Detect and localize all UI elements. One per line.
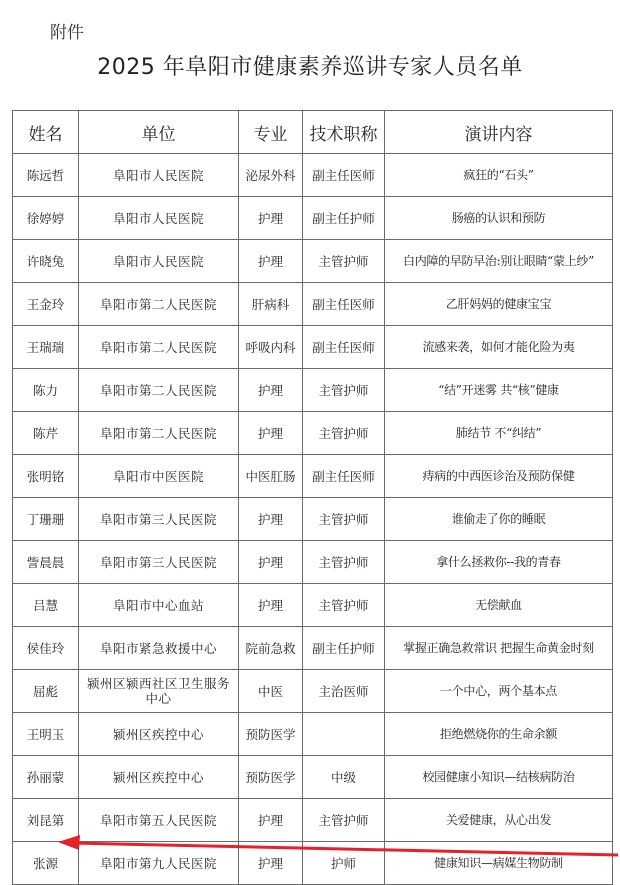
title-cell: 中级 <box>303 756 385 799</box>
specialty-cell: 肝病科 <box>239 283 303 326</box>
topic-cell: 拒绝燃烧你的生命余额 <box>385 713 613 756</box>
topic-cell: 流感来袭，如何才能化险为夷 <box>385 326 613 369</box>
table-header-row <box>13 111 613 154</box>
column-header: 技术职称 <box>303 111 385 154</box>
topic-cell: 乙肝妈妈的健康宝宝 <box>385 283 613 326</box>
unit-cell: 阜阳市中医医院 <box>79 455 239 498</box>
unit-cell: 阜阳市人民医院 <box>79 154 239 197</box>
topic-cell: 无偿献血 <box>385 584 613 627</box>
name-cell: 陈远哲 <box>13 154 79 197</box>
unit-cell: 阜阳市第三人民医院 <box>79 498 239 541</box>
title-cell: 副主任医师 <box>303 455 385 498</box>
name-cell: 张源 <box>13 842 79 885</box>
unit-cell: 阜阳市人民医院 <box>79 240 239 283</box>
column-header: 单位 <box>79 111 239 154</box>
unit-cell: 阜阳市第二人民医院 <box>79 283 239 326</box>
specialty-cell: 护理 <box>239 240 303 283</box>
topic-cell: 关爱健康，从心出发 <box>385 799 613 842</box>
specialty-cell: 护理 <box>239 369 303 412</box>
topic-cell: 肠癌的认识和预防 <box>385 197 613 240</box>
name-cell: 陈力 <box>13 369 79 412</box>
name-cell: 王瑞瑞 <box>13 326 79 369</box>
name-cell: 侯佳玲 <box>13 627 79 670</box>
name-cell: 丁珊珊 <box>13 498 79 541</box>
specialty-cell: 中医肛肠 <box>239 455 303 498</box>
table-row <box>13 756 613 799</box>
unit-cell: 阜阳市中心血站 <box>79 584 239 627</box>
title-cell: 副主任护师 <box>303 627 385 670</box>
table-row <box>13 369 613 412</box>
document-title: 2025 年阜阳市健康素养巡讲专家人员名单 <box>97 55 523 80</box>
table-row <box>13 799 613 842</box>
name-cell: 徐婷婷 <box>13 197 79 240</box>
topic-cell: 疯狂的“石头” <box>385 154 613 197</box>
topic-cell: 校园健康小知识—结核病防治 <box>385 756 613 799</box>
table-row <box>13 584 613 627</box>
expert-list-table <box>12 110 613 885</box>
name-cell: 张明铭 <box>13 455 79 498</box>
table-row <box>13 197 613 240</box>
title-cell: 副主任医师 <box>303 283 385 326</box>
name-cell: 孙丽蒙 <box>13 756 79 799</box>
unit-cell: 阜阳市第九人民医院 <box>79 842 239 885</box>
unit-cell: 阜阳市第二人民医院 <box>79 412 239 455</box>
specialty-cell: 护理 <box>239 541 303 584</box>
specialty-cell: 预防医学 <box>239 756 303 799</box>
unit-cell: 颍州区颍西社区卫生服务中心 <box>79 670 239 713</box>
table-row <box>13 627 613 670</box>
table-row <box>13 154 613 197</box>
title-cell: 主管护师 <box>303 498 385 541</box>
unit-cell: 阜阳市第二人民医院 <box>79 326 239 369</box>
title-cell: 副主任护师 <box>303 197 385 240</box>
table-body <box>13 154 613 885</box>
topic-cell: 肺结节 不“纠结” <box>385 412 613 455</box>
specialty-cell: 护理 <box>239 799 303 842</box>
name-cell: 屈彪 <box>13 670 79 713</box>
unit-cell: 颍州区疾控中心 <box>79 756 239 799</box>
column-header: 专业 <box>239 111 303 154</box>
topic-cell: 谁偷走了你的睡眠 <box>385 498 613 541</box>
title-cell: 副主任医师 <box>303 154 385 197</box>
topic-cell: 健康知识—病媒生物防制 <box>385 842 613 885</box>
unit-cell: 阜阳市紧急救援中心 <box>79 627 239 670</box>
name-cell: 许晓兔 <box>13 240 79 283</box>
title-cell: 主管护师 <box>303 799 385 842</box>
table-row <box>13 455 613 498</box>
attachment-label: 附件 <box>50 23 84 43</box>
specialty-cell: 呼吸内科 <box>239 326 303 369</box>
table-row <box>13 412 613 455</box>
specialty-cell: 护理 <box>239 197 303 240</box>
specialty-cell: 护理 <box>239 498 303 541</box>
title-cell: 副主任医师 <box>303 326 385 369</box>
unit-cell: 阜阳市第二人民医院 <box>79 369 239 412</box>
unit-cell: 阜阳市人民医院 <box>79 197 239 240</box>
table-row <box>13 326 613 369</box>
topic-cell: 掌握正确急救常识 把握生命黄金时刻 <box>385 627 613 670</box>
title-cell: 护师 <box>303 842 385 885</box>
name-cell: 吕慧 <box>13 584 79 627</box>
table-row <box>13 283 613 326</box>
name-cell: 訾晨晨 <box>13 541 79 584</box>
expert-list-table-container <box>12 110 612 885</box>
table-row <box>13 670 613 713</box>
title-cell: 主管护师 <box>303 369 385 412</box>
specialty-cell: 泌尿外科 <box>239 154 303 197</box>
title-cell: 主管护师 <box>303 541 385 584</box>
unit-cell: 阜阳市第三人民医院 <box>79 541 239 584</box>
name-cell: 王明玉 <box>13 713 79 756</box>
specialty-cell: 护理 <box>239 412 303 455</box>
title-cell <box>303 713 385 756</box>
title-cell: 主管护师 <box>303 412 385 455</box>
table-row <box>13 541 613 584</box>
table-row <box>13 240 613 283</box>
name-cell: 刘昆第 <box>13 799 79 842</box>
column-header: 演讲内容 <box>385 111 613 154</box>
topic-cell: 白内障的早防早治:别让眼睛“蒙上纱” <box>385 240 613 283</box>
column-header: 姓名 <box>13 111 79 154</box>
title-cell: 主治医师 <box>303 670 385 713</box>
table-row <box>13 498 613 541</box>
topic-cell: 拿什么拯救你--我的青春 <box>385 541 613 584</box>
title-cell: 主管护师 <box>303 240 385 283</box>
name-cell: 王金玲 <box>13 283 79 326</box>
unit-cell: 阜阳市第五人民医院 <box>79 799 239 842</box>
topic-cell: 痔病的中西医诊治及预防保健 <box>385 455 613 498</box>
topic-cell: “结”开迷雾 共“核”健康 <box>385 369 613 412</box>
table-row <box>13 842 613 885</box>
specialty-cell: 预防医学 <box>239 713 303 756</box>
unit-cell: 颍州区疾控中心 <box>79 713 239 756</box>
specialty-cell: 院前急救 <box>239 627 303 670</box>
topic-cell: 一个中心，两个基本点 <box>385 670 613 713</box>
table-row <box>13 713 613 756</box>
specialty-cell: 中医 <box>239 670 303 713</box>
title-cell: 主管护师 <box>303 584 385 627</box>
specialty-cell: 护理 <box>239 584 303 627</box>
specialty-cell: 护理 <box>239 842 303 885</box>
name-cell: 陈芹 <box>13 412 79 455</box>
